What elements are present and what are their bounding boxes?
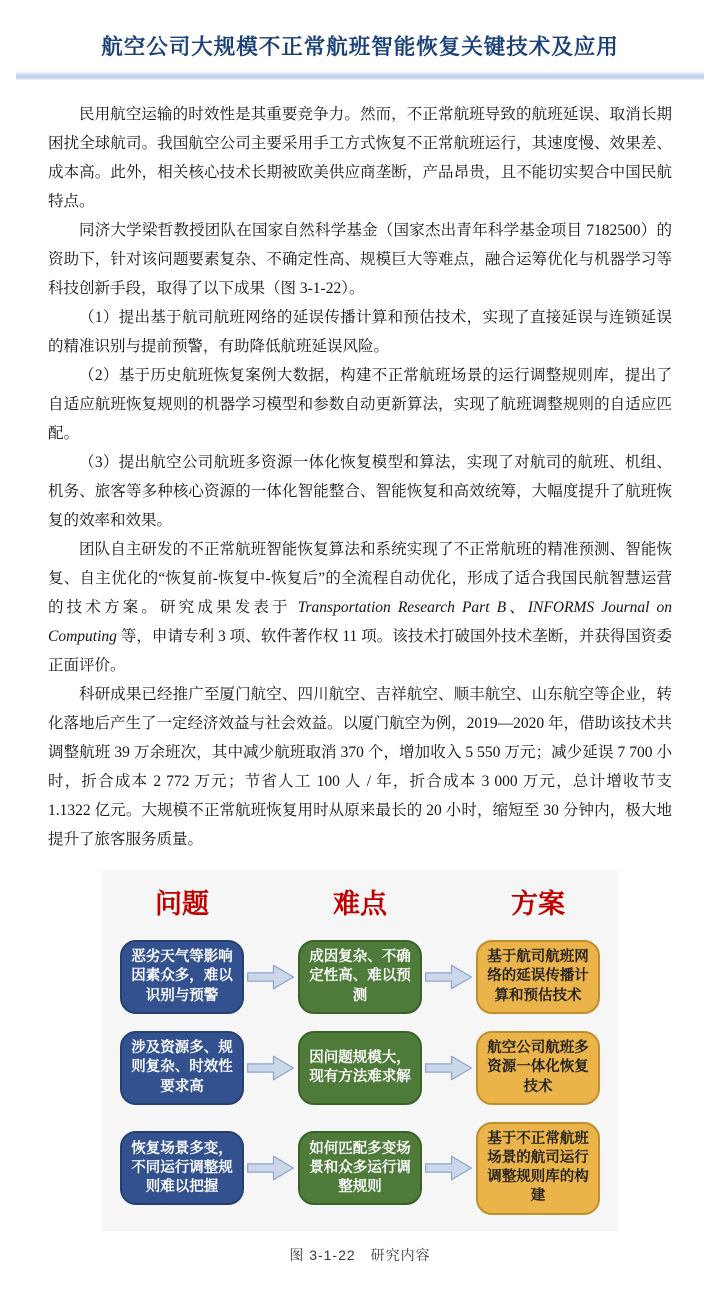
paragraph-text: 民用航空运输的时效性是其重要竞争力。然而，不正常航班导致的航班延误、取消长期困扰全球航司。我国航空公司主要采用手工方式恢复不正常航班运行，其速度慢、效果差、成本高。此外，相关核心技术长期被欧美供应商垄断，产品昂贵，且不能切实契合中国民航特点。 — [48, 106, 672, 210]
diagram-header-difficulty: 难点 — [333, 889, 387, 919]
paragraph — [48, 303, 672, 361]
diagram-header-solution: 方案 — [511, 889, 565, 919]
paragraph-text: 同济大学梁哲教授团队在国家自然科学基金（国家杰出青年科学基金项目 7182500）的资助下，针对该问题要素复杂、不确定性高、规模巨大等难点，融合运筹优化与机器学习等科技创新手段，取得了以下成果（图 3-1-22）。 — [48, 222, 672, 297]
diagram-header-problem: 问题 — [155, 889, 209, 919]
arrow-right-icon — [244, 1152, 298, 1184]
arrow-right-icon — [422, 1052, 476, 1084]
problem-box-1: 恶劣天气等影响因素众多，难以识别与预警 — [120, 940, 244, 1014]
problem-box-2: 涉及资源多、规则复杂、时效性要求高 — [120, 1031, 244, 1105]
arrow-right-icon — [422, 1152, 476, 1184]
difficulty-box-3: 如何匹配多变场景和众多运行调整规则 — [298, 1131, 422, 1205]
paragraph-text: （1）提出基于航司航班网络的延误传播计算和预估技术，实现了直接延误与连锁延误的精准识别与提前预警，有助降低航班延误风险。 — [48, 309, 672, 355]
paragraph — [48, 100, 672, 216]
paragraph — [48, 680, 672, 854]
research-diagram — [102, 870, 618, 1231]
journal-name: INFORMS Journal on Computing — [48, 599, 672, 645]
paragraph-text: 、 — [506, 599, 528, 616]
solution-box-2: 航空公司航班多资源一体化恢复技术 — [476, 1031, 600, 1105]
solution-box-3: 基于不正常航班场景的航司运行调整规则库的构建 — [476, 1122, 600, 1215]
paragraph — [48, 216, 672, 303]
paragraph — [48, 361, 672, 448]
arrow-right-icon — [422, 961, 476, 993]
journal-name: Transportation Research Part B — [297, 599, 507, 616]
page-title: 航空公司大规模不正常航班智能恢复关键技术及应用 — [101, 35, 619, 59]
title-divider — [16, 71, 704, 80]
paragraph-text: 团队自主研发的不正常航班智能恢复算法和系统实现了不正常航班的精准预测、智能恢复、自主优化的“恢复前-恢复中-恢复后”的全流程自动优化，形成了适合我国民航智慧运营的技术方案。研究成果发表于 — [48, 541, 672, 616]
solution-box-1: 基于航司航班网络的延误传播计算和预估技术 — [476, 940, 600, 1014]
arrow-right-icon — [244, 1052, 298, 1084]
paragraph-text: （3）提出航空公司航班多资源一体化恢复模型和算法，实现了对航司的航班、机组、机务、旅客等多种核心资源的一体化智能整合、智能恢复和高效统筹，大幅度提升了航班恢复的效率和效果。 — [48, 454, 672, 529]
problem-box-3: 恢复场景多变，不同运行调整规则难以把握 — [120, 1131, 244, 1205]
arrow-right-icon — [244, 961, 298, 993]
paragraph — [48, 448, 672, 535]
paragraph-text: 科研成果已经推广至厦门航空、四川航空、吉祥航空、顺丰航空、山东航空等企业，转化落地后产生了一定经济效益与社会效益。以厦门航空为例，2019—2020 年，借助该技术共调整航班 39 万余班次，其中减少航班取消 370 个，增加收入 5 550 万元；减少延误 7 700 小时，折合成本 2 772 万元；节省人工 100 人 / 年，折合成本 3 000 万元，总计增收节支 1.1322 亿元。大规模不正常航班恢复用时从原来最长的 20 小时，缩短至 30 分钟内，极大地提升了旅客服务质量。 — [48, 686, 672, 848]
paragraph-text: （2）基于历史航班恢复案例大数据，构建不正常航班场景的运行调整规则库，提出了自适应航班恢复规则的机器学习模型和参数自动更新算法，实现了航班调整规则的自适应匹配。 — [48, 367, 672, 442]
figure-caption: 图 3-1-22 研究内容 — [289, 1246, 431, 1263]
paragraph-text: 等，申请专利 3 项、软件著作权 11 项。该技术打破国外技术垄断，并获得国资委正面评价。 — [48, 628, 672, 674]
paragraph — [48, 535, 672, 680]
difficulty-box-2: 因问题规模大，现有方法难求解 — [298, 1031, 422, 1105]
article-body — [48, 100, 672, 854]
difficulty-box-1: 成因复杂、不确定性高、难以预测 — [298, 940, 422, 1014]
